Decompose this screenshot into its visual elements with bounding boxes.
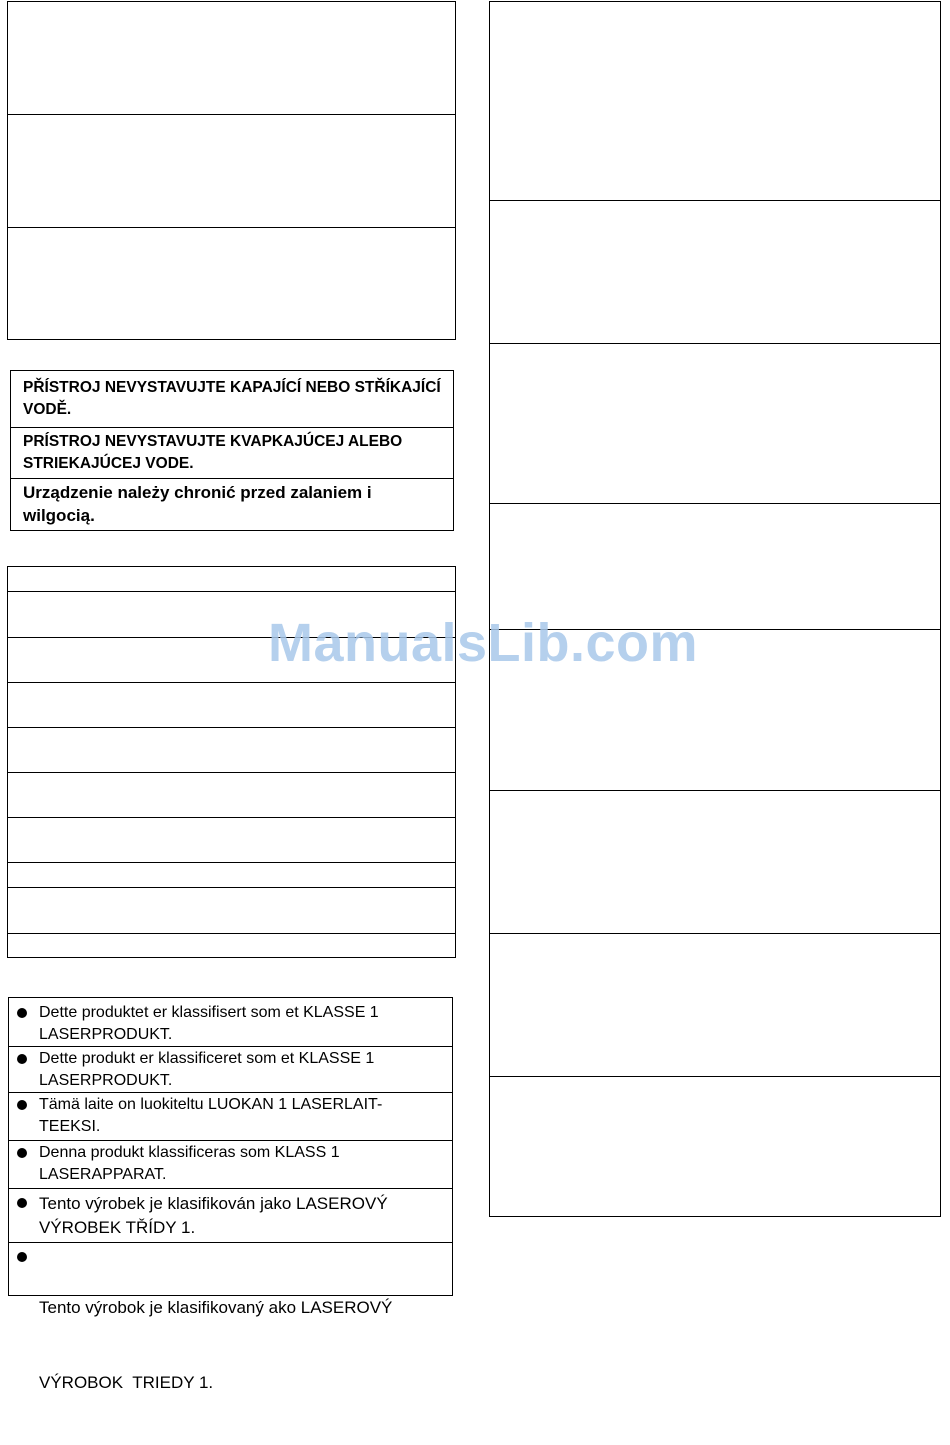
laser-line: LASERAPPARAT. (39, 1166, 167, 1183)
laser-text-da (39, 1048, 444, 1092)
blank-box-right (489, 1, 941, 1217)
laser-row-sv (9, 1140, 452, 1188)
bullet-icon (17, 1252, 27, 1262)
laser-row-no (9, 998, 452, 1046)
bullet-icon (17, 1148, 27, 1158)
divider (8, 817, 455, 818)
divider (490, 503, 940, 504)
divider (490, 933, 940, 934)
divider (490, 1076, 940, 1077)
laser-text-no (39, 1002, 444, 1046)
laser-line: Dette produktet er klassifisert som et KLASSE 1 (39, 1004, 379, 1021)
bullet-icon (17, 1054, 27, 1064)
laser-line: LASERPRODUKT. (39, 1072, 173, 1089)
bullet-icon (17, 1100, 27, 1110)
warning-row-sk (11, 427, 453, 479)
warning-text-pl: Urządzenie należy chronić przed zalaniem i wilgocią. (23, 483, 372, 525)
laser-line: VÝROBOK TRIEDY 1. (39, 1373, 214, 1392)
bullet-icon (17, 1008, 27, 1018)
laser-line: Denna produkt klassificeras som KLASS 1 (39, 1144, 340, 1161)
water-warning-box (10, 370, 454, 531)
divider (8, 227, 455, 228)
laser-line: Tämä laite on luokiteltu LUOKAN 1 LASERLAIT- (39, 1096, 383, 1113)
laser-row-fi (9, 1092, 452, 1140)
warning-row-pl (11, 478, 453, 530)
laser-text-fi (39, 1094, 444, 1138)
blank-box-top-left (7, 1, 456, 340)
bullet-icon (17, 1198, 27, 1208)
laser-row-cs (9, 1188, 452, 1242)
laser-line: Tento výrobek je klasifikován jako LASEROVÝ (39, 1194, 388, 1213)
watermark-text: ManualsLib.com (268, 613, 699, 673)
divider (8, 933, 455, 934)
divider (8, 591, 455, 592)
laser-text-cs (39, 1192, 444, 1240)
laser-text-sv (39, 1142, 444, 1186)
warning-row-cs (11, 371, 453, 427)
divider (490, 790, 940, 791)
laser-product-box (8, 997, 453, 1392)
divider (8, 772, 455, 773)
warning-text-sk: PRÍSTROJ NEVYSTAVUJTE KVAPKAJÚCEJ ALEBO STRIEKAJÚCEJ VODE. (23, 433, 403, 472)
divider (8, 727, 455, 728)
divider (490, 343, 940, 344)
divider (8, 887, 455, 888)
laser-text-sk (39, 1245, 444, 1445)
laser-line: TEEKSI. (39, 1118, 101, 1135)
divider (8, 862, 455, 863)
divider (490, 200, 940, 201)
laser-line: LASERPRODUKT. (39, 1026, 173, 1043)
laser-row-sk (9, 1242, 452, 1392)
laser-line: Dette produkt er klassificeret som et KLASSE 1 (39, 1050, 375, 1067)
laser-line: Tento výrobok je klasifikovaný ako LASEROVÝ (39, 1298, 393, 1317)
warning-text-cs: PŘÍSTROJ NEVYSTAVUJTE KAPAJÍCÍ NEBO STŘÍKAJÍCÍ VODĚ. (23, 379, 441, 418)
divider (8, 682, 455, 683)
laser-line: VÝROBEK TŘÍDY 1. (39, 1218, 196, 1237)
laser-row-da (9, 1046, 452, 1092)
divider (8, 114, 455, 115)
